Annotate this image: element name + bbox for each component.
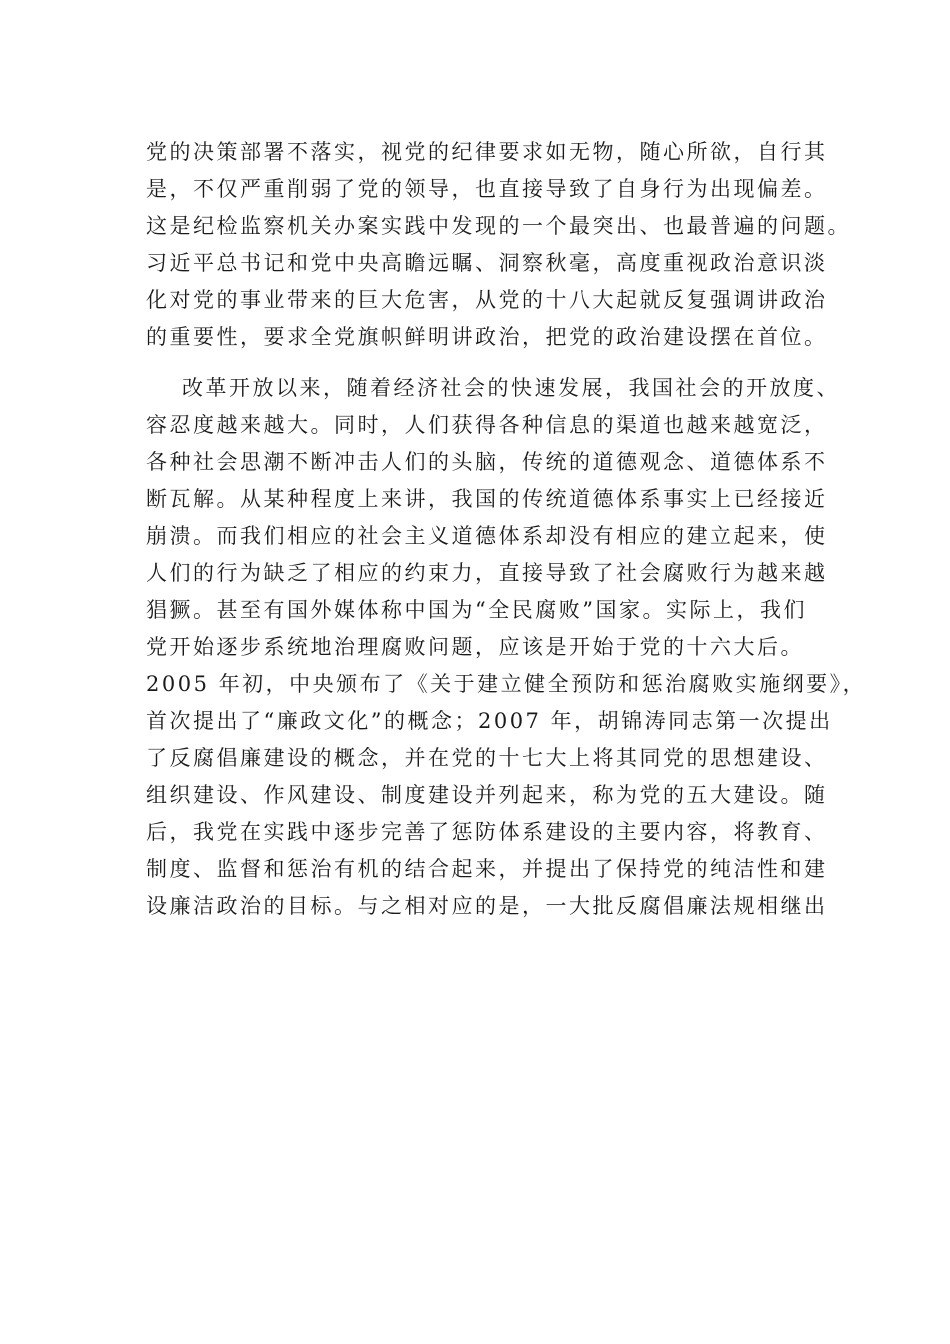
text-line: 这是纪检监察机关办案实践中发现的一个最突出、也最普遍的问题。 — [146, 214, 851, 238]
text-line: 后，我党在实践中逐步完善了惩防体系建设的主要内容，将教育、 — [146, 820, 828, 844]
text-line: 了反腐倡廉建设的概念，并在党的十七大上将其同党的思想建设、 — [146, 746, 828, 770]
text-line: 设廉洁政治的目标。与之相对应的是，一大批反腐倡廉法规相继出 — [146, 894, 828, 918]
text-line: 人们的行为缺乏了相应的约束力，直接导致了社会腐败行为越来越 — [146, 561, 828, 585]
text-line: 容忍度越来越大。同时，人们获得各种信息的渠道也越来越宽泛， — [146, 413, 828, 437]
text-line: 制度、监督和惩治有机的结合起来，并提出了保持党的纯洁性和建 — [146, 857, 828, 881]
text-line: 猖獗。甚至有国外媒体称中国为“全民腐败”国家。实际上，我们 — [146, 598, 807, 622]
text-line: 崩溃。而我们相应的社会主义道德体系却没有相应的建立起来，使 — [146, 524, 828, 548]
paragraph-2 — [146, 370, 867, 925]
text-line: 组织建设、作风建设、制度建设并列起来，称为党的五大建设。随 — [146, 783, 828, 807]
text-line: 的重要性，要求全党旗帜鲜明讲政治，把党的政治建设摆在首位。 — [146, 325, 828, 349]
paragraph-gap — [146, 356, 826, 370]
text-line: 化对党的事业带来的巨大危害，从党的十八大起就反复强调讲政治 — [146, 288, 828, 312]
text-line: 是，不仅严重削弱了党的领导，也直接导致了自身行为出现偏差。 — [146, 177, 828, 201]
text-line: 首次提出了“廉政文化”的概念；2007 年，胡锦涛同志第一次提出 — [146, 709, 833, 733]
document-body — [146, 134, 867, 925]
text-line: 党开始逐步系统地治理腐败问题，应该是开始于党的十六大后。 — [146, 635, 804, 659]
text-line: 改革开放以来，随着经济社会的快速发展，我国社会的开放度、 — [182, 376, 840, 400]
text-line: 习近平总书记和党中央高瞻远瞩、洞察秋毫，高度重视政治意识淡 — [146, 251, 828, 275]
text-line: 断瓦解。从某种程度上来讲，我国的传统道德体系事实上已经接近 — [146, 487, 828, 511]
text-line: 2005 年初，中央颁布了《关于建立健全预防和惩治腐败实施纲要》， — [146, 672, 867, 696]
paragraph-1 — [146, 134, 851, 356]
text-line: 各种社会思潮不断冲击人们的头脑，传统的道德观念、道德体系不 — [146, 450, 828, 474]
text-line: 党的决策部署不落实，视党的纪律要求如无物，随心所欲，自行其 — [146, 140, 828, 164]
